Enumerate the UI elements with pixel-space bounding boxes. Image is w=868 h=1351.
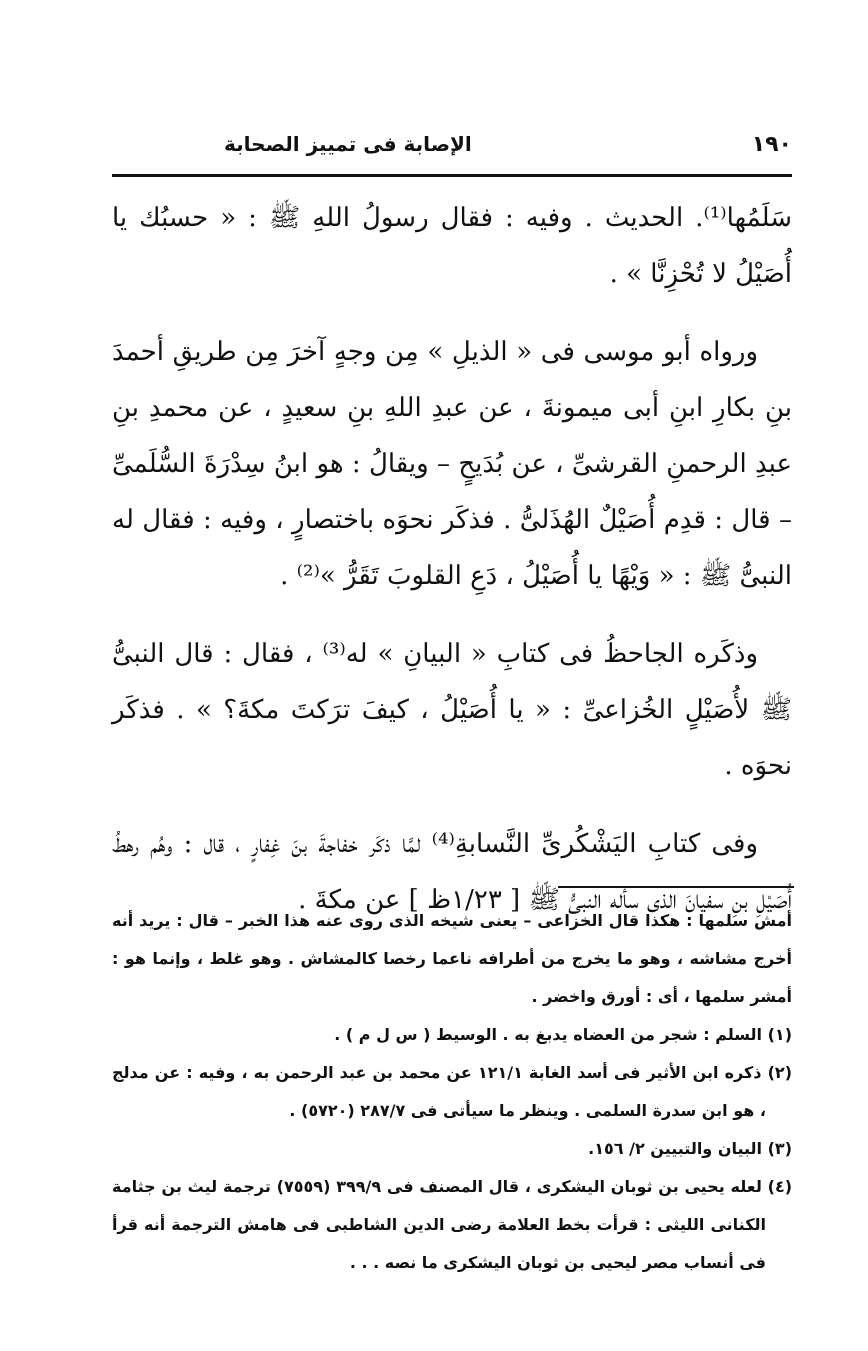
page-header xyxy=(112,124,792,164)
footnote-3: (٣) البيان والتبيين ٢/ ١٥٦. xyxy=(588,1139,792,1158)
main-text xyxy=(112,190,792,950)
footnote-1: (١) السلم : شجر من العضاه يدبغ به . الوسيط ( س ل م ) . xyxy=(334,1025,792,1044)
footnote-intro: أمش سلمها : هكذا قال الخزاعى – يعنى شيخه الذى روى عنه هذا الخبر – قال : يريد أنه أخرج مشاشه ، وهو ما يخرج من أطرافه ناعما رخصا كالمشاش . وهو غلط ، وإنما هو : أمشر سلمها ، أى : أورق واخضر . xyxy=(112,911,792,1006)
footnote-4: (٤) لعله يحيى بن ثوبان اليشكرى ، قال المصنف فى ٣٩٩/٩ (٧٥٥٩) ترجمة ليث بن جثامة الكنانى الليثى : قرأت بخط العلامة رضى الدين الشاطبى فى هامش الترجمة أنه قرأ فى أنساب مصر ليحيى بن ثوبان اليشكرى ما نصه . . . xyxy=(112,1177,793,1272)
paragraph-4: وفى كتابِ اليَشْكُرىِّ النَّسابةِ⁽⁴⁾ لمَّا ذكَر خفاجةَ بنَ غِفارٍ ، قال : وهُم رهطُ أُصَيْلِ بنِ سفيانَ الذى سأله النبىُّ ﷺ [ ١/٢٣ظ ] عن مكةَ . xyxy=(112,829,792,915)
page-number: ١٩٠ xyxy=(751,131,792,157)
footnotes xyxy=(112,902,792,1282)
header-rule xyxy=(112,174,792,177)
paragraph-3: وذكَره الجاحظُ فى كتابِ « البيانِ » له⁽³⁾ ، فقال : قال النبىُّ ﷺ لأُصَيْلٍ الخُزاعىِّ : « يا أُصَيْلُ ، كيفَ ترَكتَ مكةَ؟ » . فذكَر نحوَه . xyxy=(112,639,792,781)
paragraph-1: سَلَمُها⁽¹⁾. الحديث . وفيه : فقال رسولُ اللهِ ﷺ : « حسبُك يا أُصَيْلُ لا تُحْزِنَّا » . xyxy=(112,203,792,289)
footnote-2: (٢) ذكره ابن الأثير فى أسد الغابة ١٢١/١ عن محمد بن عبد الرحمن به ، وفيه : عن مدلج ، هو ابن سدرة السلمى . وينظر ما سيأتى فى ٢٨٧/٧ (٥٧٢٠) . xyxy=(112,1063,792,1120)
paragraph-2: ورواه أبو موسى فى « الذيلِ » مِن وجهٍ آخرَ مِن طريقِ أحمدَ بنِ بكارِ ابنِ أبى ميمونةَ ، عن عبدِ اللهِ بنِ سعيدٍ ، عن محمدِ بنِ عبدِ الرحمنِ القرشىِّ ، عن بُدَيحٍ – ويقالُ : هو ابنُ سِدْرَةَ السُّلَمىِّ – قال : قدِم أُصَيْلٌ الهُذَلىُّ . فذكَر نحوَه باختصارٍ ، وفيه : فقال له النبىُّ ﷺ : « وَيْهًا يا أُصَيْلُ ، دَعِ القلوبَ تَقَرُّ »⁽²⁾ . xyxy=(112,337,792,591)
footnote-rule xyxy=(558,886,794,888)
running-title: الإصابة فى تمييز الصحابة xyxy=(224,132,472,156)
